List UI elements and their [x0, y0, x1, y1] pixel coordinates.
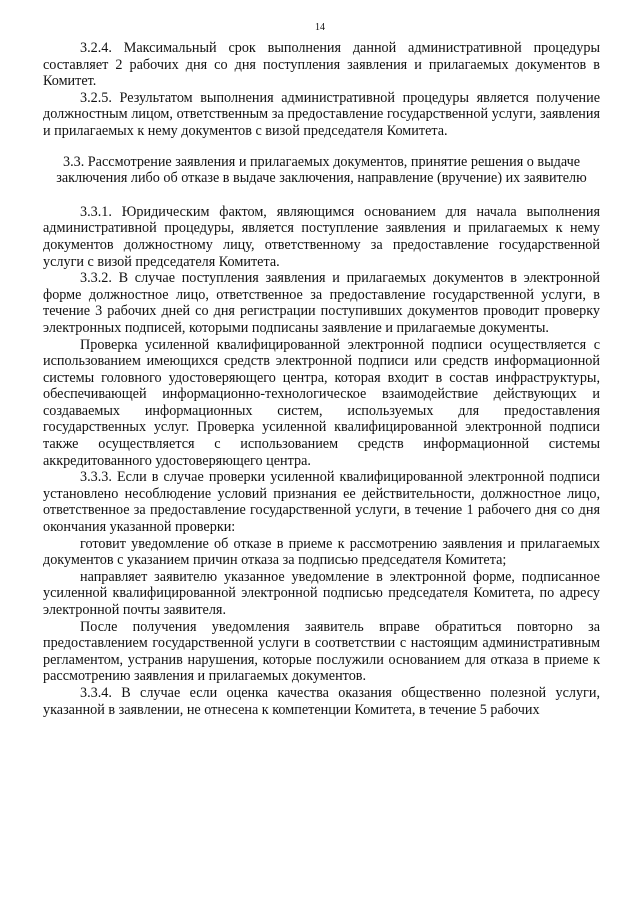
paragraph-sends-notice: направляет заявителю указанное уведомление в электронной форме, подписанное усиленной квалифицированной электронной подписью председателя Комитета, по адресу электронной почты заявителя.: [43, 568, 600, 618]
document-body: [43, 40, 600, 718]
paragraph-3-2-4: 3.2.4. Максимальный срок выполнения данной административной процедуры составляет 2 рабочих дня со дня поступления заявления и прилагаемых документов в Комитет.: [43, 40, 600, 90]
paragraph-3-3-2: 3.3.2. В случае поступления заявления и прилагаемых документов в электронной форме должностное лицо, ответственное за предоставление государственной услуги, в течение 3 рабочих дней со дня регистрации поступивших документов проводит проверку электронных подписей, которыми подписаны заявление и прилагаемые документы.: [43, 270, 600, 336]
paragraph-prepares-notice: готовит уведомление об отказе в приеме к рассмотрению заявления и прилагаемых документов с указанием причин отказа за подписью председателя Комитета;: [43, 535, 600, 569]
paragraph-signature-check: Проверка усиленной квалифицированной электронной подписи осуществляется с использованием имеющихся средств электронной подписи или средств информационной системы головного удостоверяющего центра, которая входит в состав инфраструктуры, обеспечивающей информационно-технологическое взаимодействие действующих и создаваемых информационных систем, используемых для предоставления государственных услуг. Проверка усиленной квалифицированной электронной подписи также осуществляется с использованием средств информационной системы аккредитованного удостоверяющего центра.: [43, 336, 600, 469]
section-heading-3-3: 3.3. Рассмотрение заявления и прилагаемых документов, принятие решения о выдаче заключения либо об отказе в выдаче заключения, направление (вручение) их заявителю: [56, 153, 587, 187]
paragraph-reapply: После получения уведомления заявитель вправе обратиться повторно за предоставлением государственной услуги в соответствии с настоящим административным регламентом, устранив нарушения, которые послужили основанием для отказа в приеме к рассмотрению заявления и прилагаемых документов.: [43, 618, 600, 685]
paragraph-3-2-5: 3.2.5. Результатом выполнения административной процедуры является получение должностным лицом, ответственным за предоставление государственной услуги, заявления и прилагаемых к нему документов с визой председателя Комитета.: [43, 89, 600, 139]
page-number: 14: [315, 22, 325, 33]
paragraph-3-3-4: 3.3.4. В случае если оценка качества оказания общественно полезной услуги, указанной в заявлении, не отнесена к компетенции Комитета, в течение 5 рабочих: [43, 684, 600, 718]
paragraph-3-3-1: 3.3.1. Юридическим фактом, являющимся основанием для начала выполнения административной процедуры, является поступление заявления и прилагаемых к нему документов должностному лицу, ответственному за предоставление государственной услуги с визой председателя Комитета.: [43, 203, 600, 270]
paragraph-3-3-3: 3.3.3. Если в случае проверки усиленной квалифицированной электронной подписи установлено несоблюдение условий признания ее действительности, должностное лицо, ответственное за предоставление государственной услуги, в течение 1 рабочего дня со дня окончания указанной проверки:: [43, 469, 600, 536]
